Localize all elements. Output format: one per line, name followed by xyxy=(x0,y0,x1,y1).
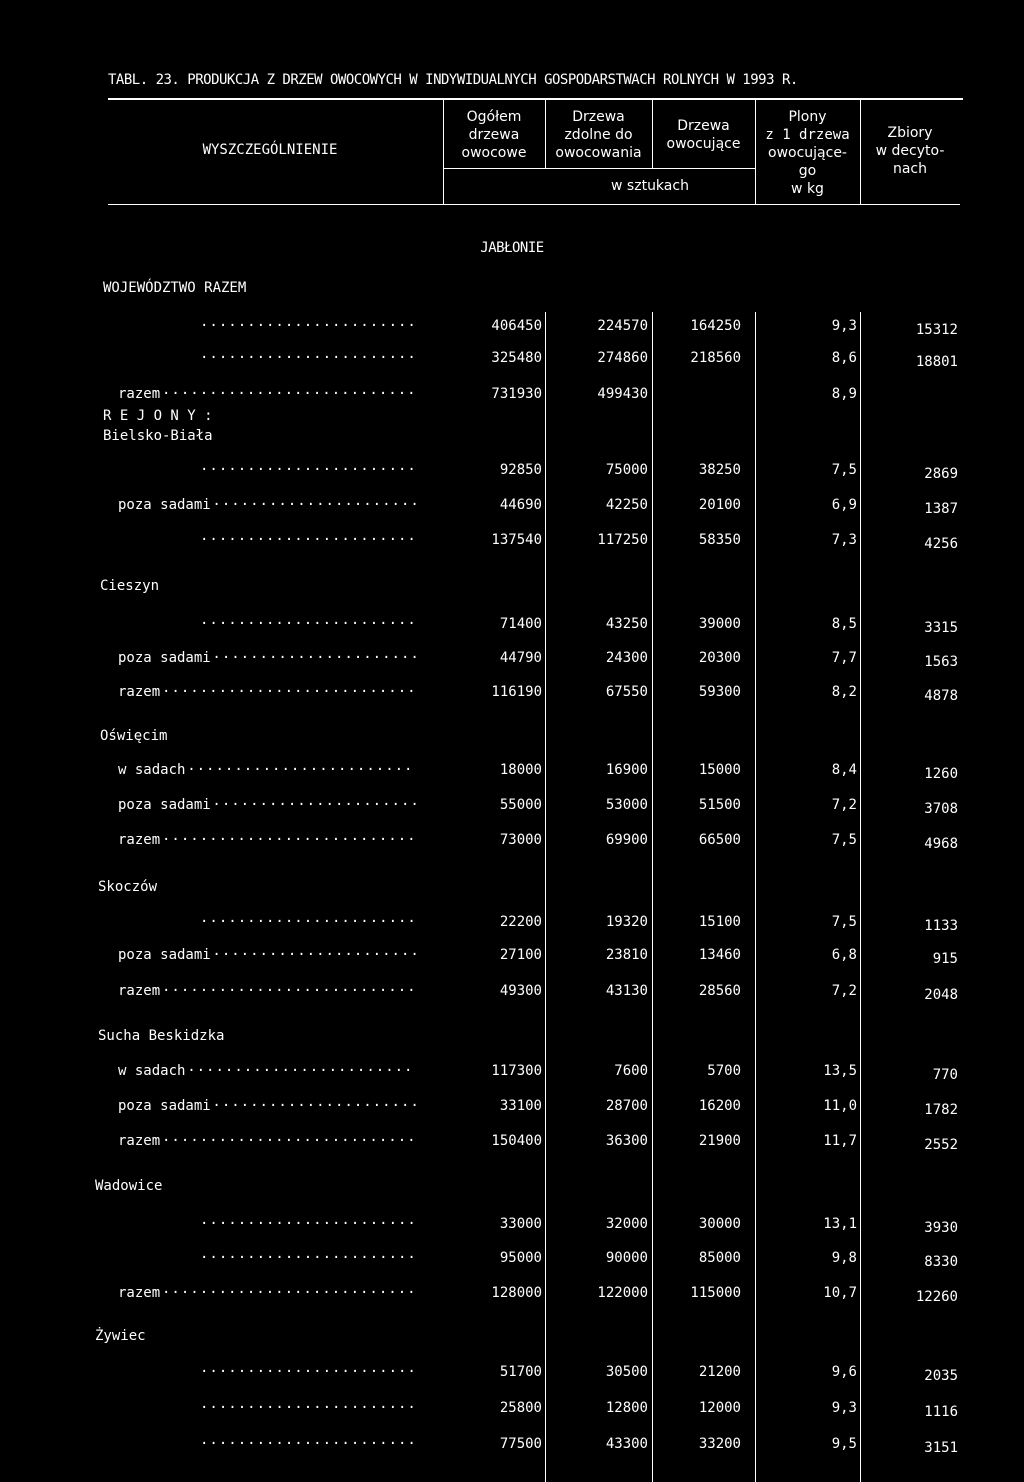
table-cell: 137540 xyxy=(491,532,542,548)
table-cell: 406450 xyxy=(491,318,542,334)
leader-dots: ........................... xyxy=(162,1129,417,1145)
col1-header: Ogółem drzewa owocowe xyxy=(461,109,527,161)
table-cell: 44690 xyxy=(499,497,542,513)
table-cell: 10,7 xyxy=(823,1285,857,1301)
group-label: Oświęcim xyxy=(100,728,168,744)
table-cell: 3151 xyxy=(924,1440,958,1456)
table-cell: 150400 xyxy=(491,1133,542,1149)
group-label: Sucha Beskidzka xyxy=(98,1028,225,1044)
table-cell: 731930 xyxy=(491,386,542,402)
table-cell: 18000 xyxy=(499,762,542,778)
row-label: razem xyxy=(118,386,161,402)
table-cell: 53000 xyxy=(605,797,648,813)
table-cell: 95000 xyxy=(499,1250,542,1266)
group-label: Skoczów xyxy=(98,879,158,895)
body-divider-3 xyxy=(755,312,756,1482)
group-label: R E J O N Y : xyxy=(103,408,213,424)
group-label: Cieszyn xyxy=(100,578,160,594)
leader-dots: ....................... xyxy=(200,1396,417,1412)
leader-dots: ...................... xyxy=(212,943,420,959)
table-cell: 22200 xyxy=(499,914,542,930)
table-cell: 49300 xyxy=(499,983,542,999)
leader-dots: ....................... xyxy=(200,528,417,544)
table-cell: 128000 xyxy=(491,1285,542,1301)
table-cell: 8330 xyxy=(924,1254,958,1270)
table-cell: 24300 xyxy=(605,650,648,666)
table-cell: 25800 xyxy=(499,1400,542,1416)
table-cell: 44790 xyxy=(499,650,542,666)
table-cell: 499430 xyxy=(597,386,648,402)
table-cell: 1563 xyxy=(924,654,958,670)
row-label: poza sadami xyxy=(118,1098,211,1114)
table-cell: 7,2 xyxy=(831,797,857,813)
units-header: w sztukach xyxy=(611,178,689,194)
table-cell: 12000 xyxy=(698,1400,741,1416)
table-cell: 2552 xyxy=(924,1137,958,1153)
table-cell: 8,6 xyxy=(831,350,857,366)
header-top-rule xyxy=(108,98,963,100)
table-cell: 1116 xyxy=(924,1404,958,1420)
group-label: WOJEWÓDZTWO RAZEM xyxy=(103,280,247,296)
table-cell: 15000 xyxy=(698,762,741,778)
table-cell: 77500 xyxy=(499,1436,542,1452)
stub-header: WYSZCZEGÓLNIENIE xyxy=(202,142,338,158)
group-label: Wadowice xyxy=(95,1178,163,1194)
table-cell: 71400 xyxy=(499,616,542,632)
table-cell: 7,3 xyxy=(831,532,857,548)
table-cell: 164250 xyxy=(690,318,741,334)
table-cell: 274860 xyxy=(597,350,648,366)
table-cell: 1782 xyxy=(924,1102,958,1118)
table-cell: 16900 xyxy=(605,762,648,778)
leader-dots: ...................... xyxy=(212,493,420,509)
table-cell: 8,9 xyxy=(831,386,857,402)
leader-dots: ...................... xyxy=(212,646,420,662)
table-cell: 15312 xyxy=(915,322,958,338)
table-cell: 42250 xyxy=(605,497,648,513)
leader-dots: ....................... xyxy=(200,1212,417,1228)
section-title: JABŁONIE xyxy=(480,240,544,256)
table-cell: 2869 xyxy=(924,466,958,482)
table-cell: 13,5 xyxy=(823,1063,857,1079)
table-cell: 224570 xyxy=(597,318,648,334)
table-cell: 4968 xyxy=(924,836,958,852)
table-cell: 9,5 xyxy=(831,1436,857,1452)
table-cell: 7600 xyxy=(614,1063,648,1079)
leader-dots: ........................... xyxy=(162,382,417,398)
table-cell: 43130 xyxy=(605,983,648,999)
table-cell: 92850 xyxy=(499,462,542,478)
table-cell: 1387 xyxy=(924,501,958,517)
table-cell: 43250 xyxy=(605,616,648,632)
table-cell: 69900 xyxy=(605,832,648,848)
table-cell: 59300 xyxy=(698,684,741,700)
leader-dots: ........................ xyxy=(187,758,414,774)
leader-dots: ...................... xyxy=(212,793,420,809)
table-cell: 122000 xyxy=(597,1285,648,1301)
table-cell: 36300 xyxy=(605,1133,648,1149)
table-cell: 30500 xyxy=(605,1364,648,1380)
table-cell: 7,2 xyxy=(831,983,857,999)
table-cell: 66500 xyxy=(698,832,741,848)
table-cell: 218560 xyxy=(690,350,741,366)
col4-header: Plony z 1 drzewa owocujące- go w kg xyxy=(765,109,850,197)
leader-dots: ........................... xyxy=(162,1281,417,1297)
table-cell: 3315 xyxy=(924,620,958,636)
table-cell: 117250 xyxy=(597,532,648,548)
table-cell: 3708 xyxy=(924,801,958,817)
table-cell: 51700 xyxy=(499,1364,542,1380)
table-cell: 20300 xyxy=(698,650,741,666)
table-cell: 67550 xyxy=(605,684,648,700)
leader-dots: ....................... xyxy=(200,910,417,926)
table-cell: 8,5 xyxy=(831,616,857,632)
col5-header: Zbiory w decyto- nach xyxy=(875,125,945,177)
row-label: razem xyxy=(118,684,161,700)
row-label: poza sadami xyxy=(118,797,211,813)
row-label: razem xyxy=(118,983,161,999)
table-cell: 43300 xyxy=(605,1436,648,1452)
table-cell: 23810 xyxy=(605,947,648,963)
leader-dots: ....................... xyxy=(200,1432,417,1448)
row-label: poza sadami xyxy=(118,497,211,513)
table-cell: 9,3 xyxy=(831,1400,857,1416)
leader-dots: ........................... xyxy=(162,680,417,696)
table-cell: 3930 xyxy=(924,1220,958,1236)
table-cell: 21200 xyxy=(698,1364,741,1380)
table-cell: 2035 xyxy=(924,1368,958,1384)
row-label: w sadach xyxy=(118,1063,186,1079)
table-cell: 7,5 xyxy=(831,914,857,930)
table-cell: 19320 xyxy=(605,914,648,930)
table-cell: 15100 xyxy=(698,914,741,930)
row-label: poza sadami xyxy=(118,650,211,666)
table-cell: 51500 xyxy=(698,797,741,813)
table-cell: 73000 xyxy=(499,832,542,848)
table-cell: 325480 xyxy=(491,350,542,366)
header-bottom-rule xyxy=(108,204,960,205)
table-cell: 7,5 xyxy=(831,462,857,478)
table-cell: 770 xyxy=(932,1067,958,1083)
table-cell: 1133 xyxy=(924,918,958,934)
table-cell: 30000 xyxy=(698,1216,741,1232)
table-cell: 32000 xyxy=(605,1216,648,1232)
table-cell: 5700 xyxy=(707,1063,741,1079)
table-cell: 6,8 xyxy=(831,947,857,963)
table-cell: 116190 xyxy=(491,684,542,700)
group-label: Bielsko-Biała xyxy=(103,428,213,444)
table-cell: 4878 xyxy=(924,688,958,704)
table-cell: 33100 xyxy=(499,1098,542,1114)
row-label: poza sadami xyxy=(118,947,211,963)
row-label: razem xyxy=(118,1285,161,1301)
body-divider-2 xyxy=(652,312,653,1482)
col2-header: Drzewa zdolne do owocowania xyxy=(555,109,642,161)
leader-dots: ....................... xyxy=(200,1360,417,1376)
leader-dots: ........................... xyxy=(162,979,417,995)
table-cell: 13460 xyxy=(698,947,741,963)
units-rule xyxy=(443,168,755,169)
leader-dots: ........................... xyxy=(162,828,417,844)
row-label: w sadach xyxy=(118,762,186,778)
table-cell: 85000 xyxy=(698,1250,741,1266)
table-cell: 75000 xyxy=(605,462,648,478)
table-cell: 7,7 xyxy=(831,650,857,666)
table-cell: 11,7 xyxy=(823,1133,857,1149)
table-cell: 38250 xyxy=(698,462,741,478)
table-cell: 6,9 xyxy=(831,497,857,513)
table-cell: 2048 xyxy=(924,987,958,1003)
table-cell: 16200 xyxy=(698,1098,741,1114)
table-cell: 115000 xyxy=(690,1285,741,1301)
table-cell: 9,6 xyxy=(831,1364,857,1380)
leader-dots: ....................... xyxy=(200,612,417,628)
table-cell: 12800 xyxy=(605,1400,648,1416)
table-cell: 9,3 xyxy=(831,318,857,334)
table-cell: 28700 xyxy=(605,1098,648,1114)
table-cell: 13,1 xyxy=(823,1216,857,1232)
leader-dots: ........................ xyxy=(187,1059,414,1075)
leader-dots: ....................... xyxy=(200,458,417,474)
table-cell: 9,8 xyxy=(831,1250,857,1266)
leader-dots: ....................... xyxy=(200,1246,417,1262)
table-cell: 20100 xyxy=(698,497,741,513)
table-cell: 12260 xyxy=(915,1289,958,1305)
table-cell: 1260 xyxy=(924,766,958,782)
table-cell: 18801 xyxy=(915,354,958,370)
table-cell: 117300 xyxy=(491,1063,542,1079)
table-cell: 915 xyxy=(932,951,958,967)
table-cell: 39000 xyxy=(698,616,741,632)
table-cell: 33200 xyxy=(698,1436,741,1452)
col3-header: Drzewa owocujące xyxy=(666,118,741,152)
table-cell: 33000 xyxy=(499,1216,542,1232)
table-cell: 28560 xyxy=(698,983,741,999)
row-label: razem xyxy=(118,832,161,848)
leader-dots: ....................... xyxy=(200,346,417,362)
table-cell: 27100 xyxy=(499,947,542,963)
table-cell: 21900 xyxy=(698,1133,741,1149)
table-cell: 4256 xyxy=(924,536,958,552)
leader-dots: ...................... xyxy=(212,1094,420,1110)
table-cell: 11,0 xyxy=(823,1098,857,1114)
body-divider-4 xyxy=(860,312,861,1482)
body-divider-1 xyxy=(545,312,546,1482)
leader-dots: ....................... xyxy=(200,314,417,330)
table-title: TABL. 23. PRODUKCJA Z DRZEW OWOCOWYCH W INDYWIDUALNYCH GOSPODARSTWACH ROLNYCH W 1993 R. xyxy=(108,72,798,88)
table-cell: 8,2 xyxy=(831,684,857,700)
table-cell: 8,4 xyxy=(831,762,857,778)
row-label: razem xyxy=(118,1133,161,1149)
table-cell: 7,5 xyxy=(831,832,857,848)
table-cell: 58350 xyxy=(698,532,741,548)
table-cell: 55000 xyxy=(499,797,542,813)
table-cell: 90000 xyxy=(605,1250,648,1266)
group-label: Żywiec xyxy=(95,1328,146,1344)
